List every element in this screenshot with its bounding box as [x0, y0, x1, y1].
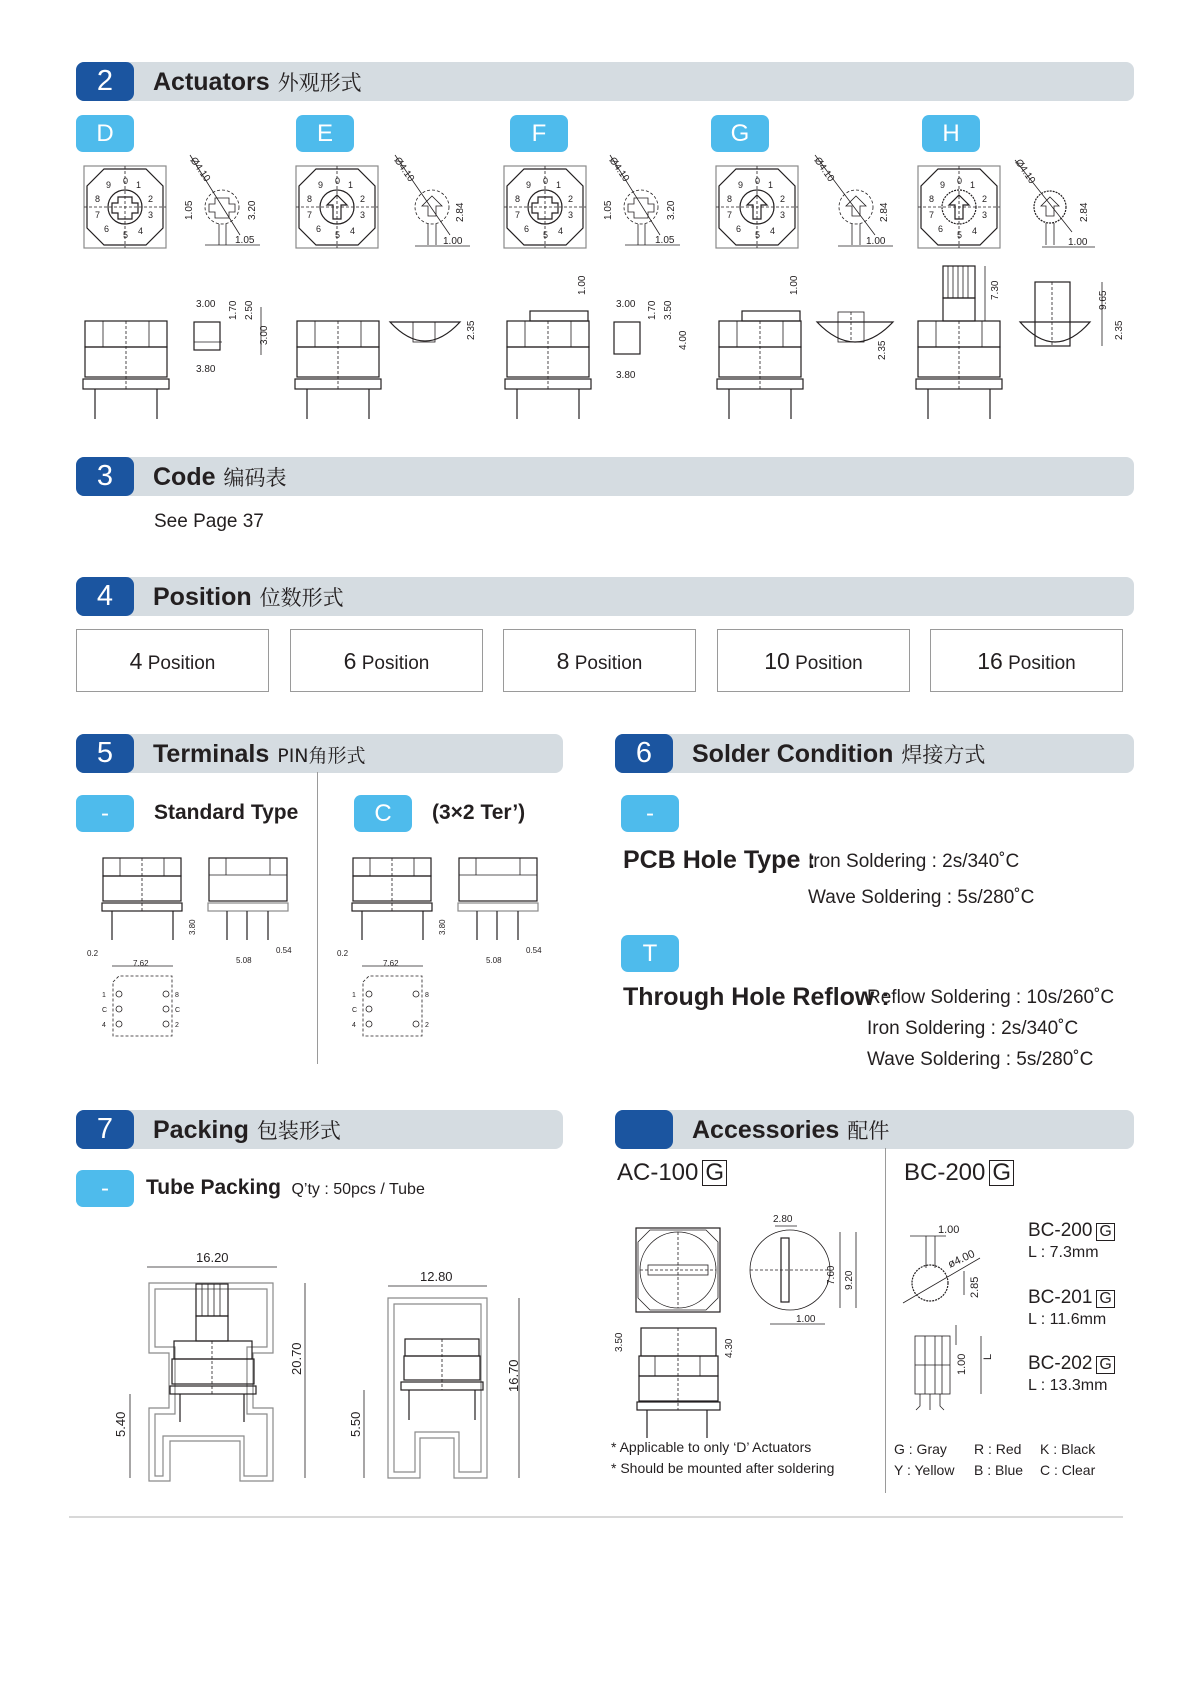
svg-text:0.54: 0.54 — [526, 946, 542, 955]
solder-reflow-line-2: Iron Soldering : 2s/340˚C — [867, 1018, 1079, 1039]
section-title: Actuators 外观形式 — [153, 68, 362, 96]
svg-text:5.08: 5.08 — [486, 956, 502, 965]
section-title: Position 位数形式 — [153, 583, 344, 611]
actuator-badge-h: H — [922, 115, 980, 152]
bc200-drawings — [895, 1220, 1015, 1400]
solder-label-reflow: Through Hole Reflow : — [623, 983, 890, 1011]
svg-text:1.00: 1.00 — [956, 1353, 968, 1375]
accessories-divider — [885, 1148, 886, 1493]
svg-text:1.70: 1.70 — [647, 300, 658, 320]
section-number: 4 — [76, 577, 134, 616]
svg-text:3.00: 3.00 — [616, 299, 636, 310]
svg-text:9.20: 9.20 — [844, 1270, 855, 1290]
position-option-6[interactable]: 6 Position — [290, 629, 483, 692]
section-number: 6 — [615, 734, 673, 773]
svg-text:1.00: 1.00 — [938, 1224, 960, 1236]
solder-badge-pcb: - — [621, 795, 679, 832]
svg-text:ø4.00: ø4.00 — [946, 1247, 977, 1271]
terminal-drawings — [0, 855, 560, 1055]
position-option-4[interactable]: 4 Position — [76, 629, 269, 692]
section-number: 5 — [76, 734, 134, 773]
terminal-label-standard: Standard Type — [154, 801, 299, 824]
ac100-drawings — [600, 1190, 860, 1450]
svg-text:1.00: 1.00 — [1068, 237, 1088, 248]
packing-label-tube: Tube Packing Q’ty : 50pcs / Tube — [146, 1176, 425, 1199]
svg-text:1.00: 1.00 — [443, 236, 463, 247]
position-option-8[interactable]: 8 Position — [503, 629, 696, 692]
svg-text:0.54: 0.54 — [276, 946, 292, 955]
svg-text:1.05: 1.05 — [235, 235, 255, 246]
footer-rule — [69, 1516, 1123, 1518]
section-title: Code 编码表 — [153, 463, 287, 491]
solder-reflow-line-3: Wave Soldering : 5s/280˚C — [867, 1049, 1094, 1070]
svg-text:3.50: 3.50 — [663, 300, 674, 320]
svg-text:7.62: 7.62 — [133, 959, 149, 968]
section-title: Solder Condition 焊接方式 — [692, 740, 986, 768]
svg-text:2.84: 2.84 — [455, 202, 466, 222]
svg-text:7.60: 7.60 — [826, 1265, 837, 1285]
actuator-badge-f: F — [510, 115, 568, 152]
actuator-badge-d: D — [76, 115, 134, 152]
svg-text:3.80: 3.80 — [196, 364, 216, 375]
svg-text:4: 4 — [352, 1022, 356, 1029]
svg-text:2: 2 — [175, 1022, 179, 1029]
position-option-10[interactable]: 10 Position — [717, 629, 910, 692]
svg-text:Ø4.10: Ø4.10 — [811, 155, 837, 185]
svg-text:7.62: 7.62 — [383, 959, 399, 968]
ac100-note-1: * Applicable to only ‘D’ Actuators — [611, 1439, 812, 1455]
terminal-label-c: (3×2 Ter’) — [432, 801, 526, 824]
svg-text:7.30: 7.30 — [990, 280, 1001, 300]
svg-text:8: 8 — [175, 992, 179, 999]
svg-text:3.00: 3.00 — [259, 325, 270, 345]
svg-text:2.80: 2.80 — [773, 1214, 793, 1225]
svg-text:2.84: 2.84 — [1079, 202, 1090, 222]
solder-pcb-line-2: Wave Soldering : 5s/280˚C — [808, 887, 1035, 908]
code-see-page-link[interactable]: See Page 37 — [154, 511, 264, 532]
svg-text:1: 1 — [102, 992, 106, 999]
packing-drawings — [0, 1230, 560, 1490]
svg-text:1: 1 — [352, 992, 356, 999]
solder-badge-t: T — [621, 935, 679, 972]
svg-text:2.35: 2.35 — [1114, 320, 1125, 340]
svg-text:1.00: 1.00 — [866, 236, 886, 247]
actuator-badge-e: E — [296, 115, 354, 152]
section-position-header — [76, 577, 1134, 616]
svg-text:1.00: 1.00 — [789, 275, 800, 295]
svg-text:16.70: 16.70 — [506, 1359, 521, 1392]
svg-text:3.20: 3.20 — [247, 200, 258, 220]
svg-text:0.2: 0.2 — [87, 949, 99, 958]
svg-text:3.00: 3.00 — [196, 299, 216, 310]
svg-text:3.80: 3.80 — [616, 370, 636, 381]
section-number: 7 — [76, 1110, 134, 1149]
bc200-variant-3: BC-202 G L : 13.3mm — [1028, 1353, 1115, 1397]
svg-text:3.20: 3.20 — [666, 200, 677, 220]
svg-text:2.35: 2.35 — [877, 340, 888, 360]
svg-text:9.65: 9.65 — [1098, 290, 1109, 310]
bc200-variant-2: BC-201 G L : 11.6mm — [1028, 1287, 1115, 1331]
svg-text:4: 4 — [102, 1022, 106, 1029]
packing-badge-tube: - — [76, 1170, 134, 1207]
svg-text:5.50: 5.50 — [348, 1411, 363, 1437]
actuator-drawings: 0 1 23 45 67 89 Ø4.10 1.05 3.20 1.05 3.00 1.70 2.50 3.00 3.80 Ø4.10 2.84 1.00 2.35 Ø4.10 1.05 3.20 1.05 1.00 3.00 1.70 3.50 4.00 3.80 Ø4.10 2.84 1.00 1.00 2.35 Ø4.10 2.84 1.00 7.30 9.65 2.35 — [0, 150, 1190, 510]
section-accessories-header — [615, 1110, 1134, 1149]
bc200-variant-1: BC-200 G L : 7.3mm — [1028, 1220, 1115, 1264]
solder-label-pcb: PCB Hole Type : — [623, 846, 816, 874]
svg-text:Ø4.10: Ø4.10 — [187, 155, 213, 185]
svg-text:20.70: 20.70 — [289, 1342, 304, 1375]
svg-text:2.35: 2.35 — [466, 320, 477, 340]
svg-text:5.08: 5.08 — [236, 956, 252, 965]
svg-text:Ø4.10: Ø4.10 — [1012, 157, 1038, 187]
section-title: Terminals PIN角形式 — [153, 740, 366, 768]
position-option-16[interactable]: 16 Position — [930, 629, 1123, 692]
svg-text:3.80: 3.80 — [438, 919, 447, 935]
svg-text:Ø4.10: Ø4.10 — [391, 155, 417, 185]
svg-text:Ø4.10: Ø4.10 — [606, 155, 632, 185]
solder-reflow-line-1: Reflow Soldering : 10s/260˚C — [867, 987, 1115, 1008]
svg-text:5.40: 5.40 — [113, 1411, 128, 1437]
svg-text:C: C — [352, 1007, 358, 1014]
terminal-badge-c: C — [354, 795, 412, 832]
section-title: Packing 包装形式 — [153, 1116, 341, 1144]
section-actuators-header — [76, 62, 1134, 101]
svg-text:C: C — [175, 1007, 181, 1014]
solder-pcb-line-1: Iron Soldering : 2s/340˚C — [808, 851, 1020, 872]
svg-text:1.05: 1.05 — [655, 235, 675, 246]
svg-text:3.80: 3.80 — [188, 919, 197, 935]
svg-text:4.30: 4.30 — [724, 1338, 735, 1358]
svg-text:L: L — [982, 1353, 994, 1360]
bc200-title: BC-200 G — [904, 1159, 1014, 1187]
svg-text:2.85: 2.85 — [969, 1276, 981, 1298]
svg-text:2.50: 2.50 — [244, 300, 255, 320]
section-number: 2 — [76, 62, 134, 101]
section-packing-header — [76, 1110, 563, 1149]
section-terminals-header — [76, 734, 563, 773]
svg-text:1.05: 1.05 — [184, 200, 195, 220]
svg-text:1.00: 1.00 — [577, 275, 588, 295]
terminal-badge-standard: - — [76, 795, 134, 832]
section-number: 3 — [76, 457, 134, 496]
svg-text:3.50: 3.50 — [614, 1332, 625, 1352]
svg-text:1.70: 1.70 — [228, 300, 239, 320]
ac100-note-2: * Should be mounted after soldering — [611, 1460, 835, 1476]
svg-text:12.80: 12.80 — [420, 1269, 453, 1284]
svg-text:16.20: 16.20 — [196, 1250, 229, 1265]
section-code-header — [76, 457, 1134, 496]
svg-text:2: 2 — [425, 1022, 429, 1029]
svg-text:0.2: 0.2 — [337, 949, 349, 958]
actuator-badge-g: G — [711, 115, 769, 152]
svg-text:2.84: 2.84 — [879, 202, 890, 222]
svg-text:1.00: 1.00 — [796, 1314, 816, 1325]
ac100-title: AC-100 G — [617, 1159, 727, 1187]
svg-text:8: 8 — [425, 992, 429, 999]
color-legend: G : Gray R : Red K : Black Y : Yellow B : Blue C : Clear — [894, 1441, 1096, 1478]
section-solder-header — [615, 734, 1134, 773]
section-title: Accessories 配件 — [692, 1116, 890, 1144]
svg-text:C: C — [102, 1007, 108, 1014]
svg-text:1.05: 1.05 — [603, 200, 614, 220]
svg-text:4.00: 4.00 — [678, 330, 689, 350]
section-number — [615, 1110, 673, 1149]
